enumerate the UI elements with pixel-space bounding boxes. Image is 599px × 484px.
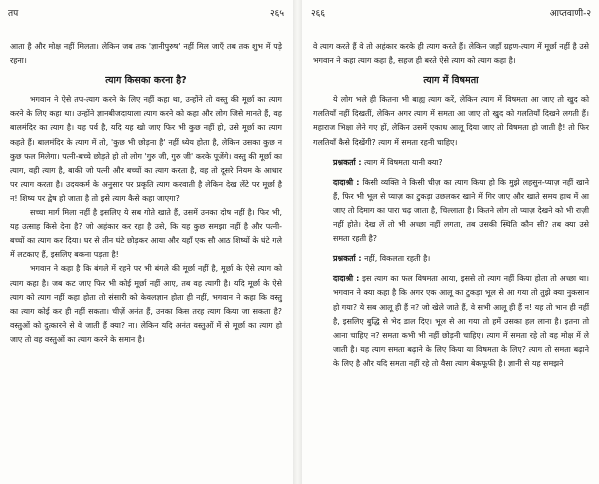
speaker-label: प्रश्नकर्ता : — [333, 157, 362, 167]
right-header-title: आप्तवाणी-२ — [549, 9, 591, 19]
dialog-text: इस त्याग का फल विषमता आया, इससे तो त्याग नहीं किया होता तो अच्छा था। भगवान ने क्या कहा है कि अगर एक आलू का टुकड़ा भूल से आ गया तो तुझे क्या नुकसान हो गया? ये सब आलू ही हैं न? जो खेले जाते हैं, वे सभी आलू ही हैं न! यह तो भान ही नहीं है, इसलिए बुद्धि से भेद डाल दिए। भूल से आ गया तो हमें उसका हल लाना है। इतना तो आना चाहिए न? समता कभी भी नहीं छोड़नी चाहिए। त्याग में समता रहे तो वह मोक्ष में ले जाती है। यह त्याग समता बढ़ाने के लिए किया या विषमता के लिए? त्याग तो समता बढ़ाने के लिए है और यदि समता नहीं रहे तो वैसा त्याग बेकफूफी है। ज्ञानी से यह समझने — [333, 274, 589, 368]
dialog-answer — [313, 176, 589, 246]
left-paragraph-top: आता है और मोक्ष नहीं मिलता। लेकिन जब तक 'ज्ञानीपुरुष' नहीं मिल जाएँ तब तक शुभ में पड़े रहना। — [10, 42, 282, 66]
dialog-answer — [313, 272, 589, 371]
right-page-number: २६६ — [311, 9, 326, 19]
right-section-heading: त्याग में विषमता — [423, 75, 479, 87]
dialog-question — [313, 156, 589, 170]
left-page — [0, 0, 292, 484]
left-paragraph: भगवान ने कहा है कि बंगले में रहने पर भी बंगले की मूर्छा नहीं है, मूर्छा के ऐसे त्याग को त्याग कहा है। जब कट जाए फिर भी कोई मूर्छा नहीं आए, तब वह त्यागी है। यदि मूर्छा के ऐसे त्याग को त्याग नहीं कहा होता तो संसारी को केवलज्ञान होता ही नहीं, भगवान ने कहा कि वस्तु का त्याग कोई कर ही नहीं सकता। चीज़ें अनंत हैं, उनका किस तरह त्याग किया जा सकता है? वस्तुओं को दुत्कारने से वे जाती हैं क्या? ना। लेकिन यदि अनंत वस्तुओं में से मूर्छा का त्याग हो जाए तो वह वस्तुओं का त्याग करने के समान है। — [10, 264, 282, 344]
right-page-header — [311, 6, 591, 22]
left-section-heading: त्याग किसका करना है? — [105, 75, 187, 87]
left-page-number: २६५ — [269, 9, 284, 19]
dialog-question — [313, 252, 589, 266]
left-page-header — [8, 6, 284, 22]
right-paragraph-top: वे त्याग करते हैं वे तो अहंकार करके ही त्याग करते हैं। लेकिन जहाँ ग्रहण-त्याग में मूर्छा नहीं है उसे भगवान ने कहा त्याग कहा है, सहज ही बरते ऐसे त्याग को त्याग कहा है। — [313, 42, 589, 66]
dialog-text: त्याग में विषमता यानी क्या? — [364, 157, 443, 167]
left-paragraph: भगवान ने ऐसे तप-त्याग करने के लिए नहीं कहा था, उन्होंने तो वस्तु की मूर्छा का त्याग करने के लिए कहा था। उन्होंने ज्ञानबीजदायाला त्याग करने को कहा और लोग जिसे मानते हैं, वह बालमंदिर का त्याग है। यह पर्व है, यदि यह खो जाए फिर भी कुछ नहीं हो, उसे मूर्छा का त्याग कहते हैं। बालमंदिर के त्याग में तो, 'कुछ भी छोड़ना है' नहीं ध्येय होता है, लेकिन उसका कुछ न कुछ फल मिलेगा। पत्नी-बच्चे छोड़ते हो तो लोग 'गुरु जी, गुरु जी' करके पूजेंगे। वस्तु की मूर्छा का त्याग, वही त्याग है, बाकी जो पत्नी और बच्चों का त्याग करता है, वह तो दूसरे नियम के आधार पर त्याग करता है। उदयकर्म के अनुसार पर प्रकृति त्याग करवाती है लेकिन देख लेंटे पर मूर्छा है न! शिष्य पर द्वेष हो जाता है तो इसे त्याग कैसे कहा जाएगा? — [10, 95, 282, 203]
right-paragraph: ये लोग भले ही कितना भी बाह्य त्याग करें, लेकिन त्याग में विषमता आ जाए तो खुद को गलतियाँ नहीं दिखतीं, लेकिन अगर त्याग में समता आ जाए तो खुद को गलतियाँ दिखने लगती हैं। महाराज भिक्षा लेने गए हों, लेकिन उसमें एकाध आलू दिया जाए तो विषमता हो जाती है! तो फिर गलतियाँ कैसे दिखेंगी? त्याग में समता रहनी चाहिए। — [313, 95, 589, 147]
right-page-body — [313, 40, 589, 371]
speaker-label: दादाश्री : — [333, 177, 360, 187]
speaker-label: दादाश्री : — [333, 274, 360, 284]
speaker-label: प्रश्नकर्ता : — [333, 254, 362, 264]
dialog-text: नहीं, विकलता रहती है। — [364, 254, 431, 264]
left-header-title: तप — [8, 9, 19, 19]
left-paragraph: सच्चा मार्ग मिला नहीं है इसलिए ये सब गोते खाते हैं, उसमें उनका दोष नहीं है। फिर भी, यह उत्साह किसे देना है? जो अहंकार कर रहा है उसे, कि यह कुछ समझा नहीं है और पत्नी-बच्चों का त्याग कर दिया। घर से तीन घंटे छोड़कर आया और यहाँ एक सौ आठ शिष्यों के घंटे गले में लटकाए हैं, इसलिए बकना पड़ता है! — [10, 208, 282, 260]
right-page — [303, 0, 599, 484]
dialog-text: किसी व्यक्ति ने किसी चीज़ का त्याग किया हो कि मुझे लहसुन-प्याज़ नहीं खाने हैं, फिर भी भूल से प्याज़ का टुकड़ा उछलकर खाने में गिर जाए और खाते समय हाथ में आ जाए तो दिमाग का पारा चढ़ जाता है, चिल्लाता है। कितने लोग तो प्याज़ देखने को भी राज़ी नहीं होते। देख लें तो भी अच्छा नहीं लगता, तब उसकी स्थिति कौन सी? तब क्या उसे समता रहती है? — [333, 177, 589, 244]
book-gutter — [293, 0, 302, 484]
left-page-body — [10, 40, 282, 347]
